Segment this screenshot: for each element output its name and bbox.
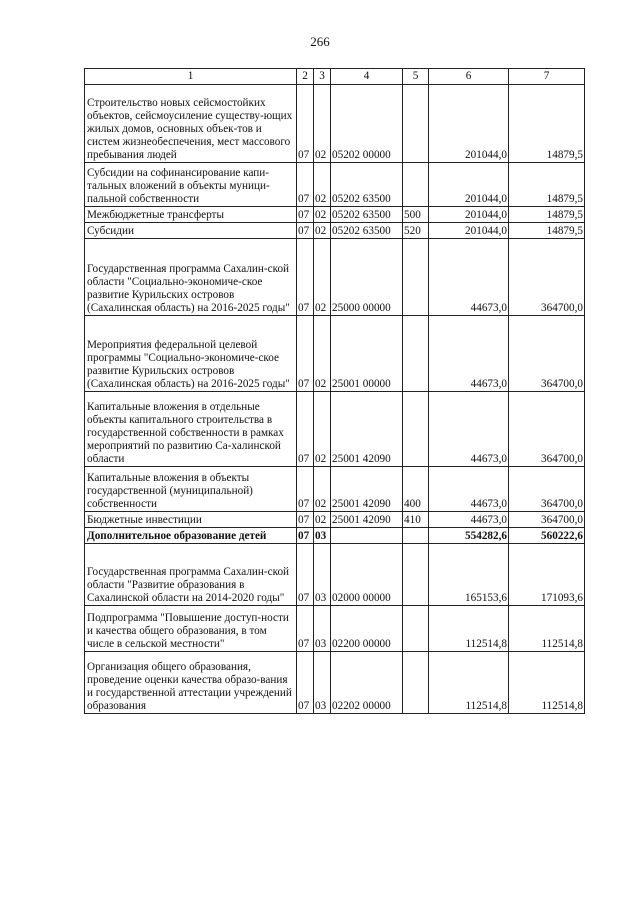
- row-name-cell: Бюджетные инвестиции: [85, 512, 297, 528]
- page-number: 266: [310, 34, 330, 49]
- amount-year-1-cell: 554282,6: [429, 528, 509, 544]
- table-row: [85, 652, 585, 714]
- section-code-cell: 07: [297, 606, 314, 652]
- amount-year-2-cell: 364700,0: [509, 239, 585, 316]
- amount-year-2-cell: 171093,6: [509, 544, 585, 606]
- expense-type-cell: 400: [403, 467, 429, 512]
- subsection-code-cell: 03: [314, 652, 331, 714]
- row-name-cell: Мероприятия федеральной целевой программы "Социально-экономиче-ское развитие Курильских островов (Сахалинская область) на 2016-2025 годы": [85, 316, 297, 392]
- amount-year-2-cell: 14879,5: [509, 85, 585, 163]
- column-header-3: 3: [314, 69, 331, 85]
- amount-year-2-cell: 112514,8: [509, 652, 585, 714]
- section-code-cell: 07: [297, 163, 314, 207]
- amount-year-1-cell: 201044,0: [429, 163, 509, 207]
- target-article-cell: 05202 00000: [331, 85, 403, 163]
- target-article-cell: 02000 00000: [331, 544, 403, 606]
- table-row: [85, 467, 585, 512]
- table-row: [85, 606, 585, 652]
- row-name-cell: Государственная программа Сахалин-ской области "Социально-экономиче-ское развитие Курильских островов (Сахалинская область) на 2016-2025 годы": [85, 239, 297, 316]
- subsection-code-cell: 03: [314, 606, 331, 652]
- amount-year-1-cell: 112514,8: [429, 652, 509, 714]
- amount-year-1-cell: 44673,0: [429, 316, 509, 392]
- table-row: [85, 544, 585, 606]
- column-header-6: 6: [429, 69, 509, 85]
- amount-year-1-cell: 44673,0: [429, 467, 509, 512]
- row-name-cell: Капитальные вложения в объекты государственной (муниципальной) собственности: [85, 467, 297, 512]
- table-row: [85, 239, 585, 316]
- target-article-cell: 25001 42090: [331, 512, 403, 528]
- row-name-cell: Подпрограмма "Повышение доступ-ности и качества общего образования, в том числе в сельской местности": [85, 606, 297, 652]
- table-body: [85, 85, 585, 714]
- expense-type-cell: [403, 316, 429, 392]
- target-article-cell: 25001 00000: [331, 316, 403, 392]
- table-row: [85, 163, 585, 207]
- amount-year-1-cell: 44673,0: [429, 392, 509, 467]
- row-name-cell: Организация общего образования, проведение оценки качества образо-вания и государственной аттестации учреждений образования: [85, 652, 297, 714]
- table-row: [85, 528, 585, 544]
- expense-type-cell: 500: [403, 207, 429, 223]
- subsection-code-cell: 02: [314, 223, 331, 239]
- row-name-cell: Субсидии: [85, 223, 297, 239]
- table-row: [85, 392, 585, 467]
- amount-year-2-cell: 112514,8: [509, 606, 585, 652]
- section-code-cell: 07: [297, 512, 314, 528]
- expense-type-cell: [403, 85, 429, 163]
- column-header-4: 4: [331, 69, 403, 85]
- amount-year-1-cell: 201044,0: [429, 223, 509, 239]
- expense-type-cell: 520: [403, 223, 429, 239]
- amount-year-2-cell: 364700,0: [509, 512, 585, 528]
- amount-year-2-cell: 14879,5: [509, 207, 585, 223]
- subsection-code-cell: 02: [314, 392, 331, 467]
- target-article-cell: 25001 42090: [331, 392, 403, 467]
- target-article-cell: 05202 63500: [331, 207, 403, 223]
- section-code-cell: 07: [297, 392, 314, 467]
- amount-year-2-cell: 14879,5: [509, 163, 585, 207]
- amount-year-1-cell: 165153,6: [429, 544, 509, 606]
- subsection-code-cell: 02: [314, 512, 331, 528]
- expense-type-cell: [403, 163, 429, 207]
- section-code-cell: 07: [297, 467, 314, 512]
- amount-year-1-cell: 112514,8: [429, 606, 509, 652]
- section-code-cell: 07: [297, 223, 314, 239]
- row-name-cell: Субсидии на софинансирование капи-тальных вложений в объекты муници-пальной собственности: [85, 163, 297, 207]
- subsection-code-cell: 02: [314, 467, 331, 512]
- row-name-cell: Межбюджетные трансферты: [85, 207, 297, 223]
- expense-type-cell: 410: [403, 512, 429, 528]
- expense-type-cell: [403, 528, 429, 544]
- budget-table: [84, 68, 585, 714]
- expense-type-cell: [403, 652, 429, 714]
- subsection-code-cell: 02: [314, 207, 331, 223]
- expense-type-cell: [403, 606, 429, 652]
- table-row: [85, 85, 585, 163]
- target-article-cell: 05202 63500: [331, 223, 403, 239]
- subsection-code-cell: 02: [314, 239, 331, 316]
- target-article-cell: 25001 42090: [331, 467, 403, 512]
- table-row: [85, 207, 585, 223]
- section-code-cell: 07: [297, 544, 314, 606]
- column-header-2: 2: [297, 69, 314, 85]
- target-article-cell: 02200 00000: [331, 606, 403, 652]
- expense-type-cell: [403, 544, 429, 606]
- section-code-cell: 07: [297, 239, 314, 316]
- row-name-cell: Капитальные вложения в отдельные объекты капитального строительства в государственной собственности в рамках мероприятий по развитию Са-халинской области: [85, 392, 297, 467]
- subsection-code-cell: 03: [314, 528, 331, 544]
- column-header-1: 1: [85, 69, 297, 85]
- subsection-code-cell: 02: [314, 163, 331, 207]
- section-code-cell: 07: [297, 316, 314, 392]
- amount-year-2-cell: 560222,6: [509, 528, 585, 544]
- row-name-cell: Государственная программа Сахалин-ской области "Развитие образования в Сахалинской области на 2014-2020 годы": [85, 544, 297, 606]
- amount-year-2-cell: 364700,0: [509, 392, 585, 467]
- target-article-cell: 25000 00000: [331, 239, 403, 316]
- column-header-7: 7: [509, 69, 585, 85]
- subsection-code-cell: 02: [314, 85, 331, 163]
- table-row: [85, 316, 585, 392]
- row-name-cell: Дополнительное образование детей: [85, 528, 297, 544]
- subsection-code-cell: 03: [314, 544, 331, 606]
- target-article-cell: 05202 63500: [331, 163, 403, 207]
- section-code-cell: 07: [297, 528, 314, 544]
- amount-year-2-cell: 14879,5: [509, 223, 585, 239]
- table-row: [85, 512, 585, 528]
- row-name-cell: Строительство новых сейсмостойких объектов, сейсмоусиление существу-ющих жилых домов, основных объек-тов и систем жизнеобеспечения, мест массового пребывания людей: [85, 85, 297, 163]
- section-code-cell: 07: [297, 652, 314, 714]
- column-header-5: 5: [403, 69, 429, 85]
- target-article-cell: [331, 528, 403, 544]
- target-article-cell: 02202 00000: [331, 652, 403, 714]
- section-code-cell: 07: [297, 207, 314, 223]
- amount-year-1-cell: 201044,0: [429, 207, 509, 223]
- amount-year-1-cell: 44673,0: [429, 239, 509, 316]
- amount-year-2-cell: 364700,0: [509, 316, 585, 392]
- amount-year-1-cell: 44673,0: [429, 512, 509, 528]
- expense-type-cell: [403, 239, 429, 316]
- table-row: [85, 223, 585, 239]
- expense-type-cell: [403, 392, 429, 467]
- section-code-cell: 07: [297, 85, 314, 163]
- amount-year-2-cell: 364700,0: [509, 467, 585, 512]
- subsection-code-cell: 02: [314, 316, 331, 392]
- amount-year-1-cell: 201044,0: [429, 85, 509, 163]
- table-header-row: [85, 69, 585, 85]
